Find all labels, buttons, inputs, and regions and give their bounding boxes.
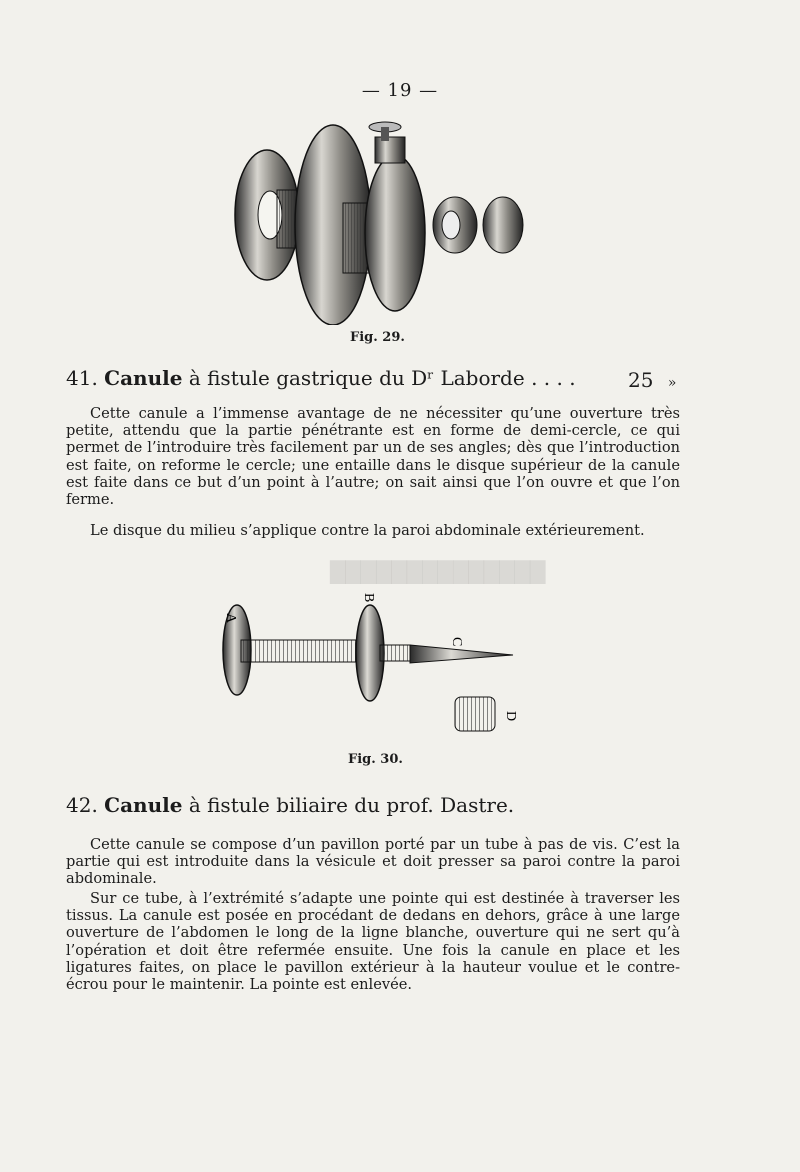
entry-41-paragraph-1: Cette canule a l’immense avantage de ne nécessiter qu’une ouverture très petite, attendu que la partie pénétrante est en forme de demi-cercle, ce qui permet de l’introduire très facilement par un de ses angles; dès que l’introduction est faite, on reforme le cercle; une entaille dans le disque supérieur de la canule est faite dans ce but d’un point à l’autre; on sait ainsi que l’on ouvre et que l’on ferme.: [66, 405, 680, 509]
entry-41-paragraph-2: Le disque du milieu s’applique contre la paroi abdominale extérieurement.: [90, 522, 645, 539]
bleed-through-shadow: ██████████████: [330, 560, 546, 584]
figure-30-label-b: B: [361, 593, 376, 603]
figure-29-caption: Fig. 29.: [350, 330, 405, 345]
entry-42-name: Canule: [104, 793, 183, 817]
page-number: — 19 —: [361, 80, 439, 101]
entry-41-price: 25: [628, 368, 654, 392]
entry-42-title-rest: à fistule biliaire du prof. Dastre.: [188, 793, 515, 817]
entry-41-title-rest: à fistule gastrique du Dʳ Laborde: [188, 366, 525, 390]
entry-41-number: 41.: [66, 366, 98, 390]
figure-30-biliary-cannula-illustration: [215, 585, 525, 745]
figure-30-caption: Fig. 30.: [348, 752, 403, 767]
figure-30-label-a: A: [223, 613, 238, 624]
entry-42-number: 42.: [66, 793, 98, 817]
entry-41-leader: . . . .: [531, 366, 576, 390]
entry-41-price-block: [628, 368, 676, 392]
entry-41-title: [66, 366, 576, 390]
entry-42-title: [66, 793, 514, 817]
figure-30-label-d: D: [503, 711, 518, 722]
figure-30-label-c: C: [449, 637, 464, 647]
entry-41-price-mark: »: [667, 375, 677, 391]
entry-42-paragraph-1: Cette canule se compose d’un pavillon porté par un tube à pas de vis. C’est la partie qui est introduite dans la vésicule et doit presser sa paroi contre la paroi abdominale.: [66, 836, 680, 888]
entry-41-name: Canule: [104, 366, 183, 390]
figure-29-gastric-cannula-illustration: [225, 115, 535, 325]
entry-42-paragraph-2: Sur ce tube, à l’extrémité s’adapte une pointe qui est destinée à traverser les tissus. La canule est posée en procédant de dedans en dehors, grâce à une large ouverture de l’abdomen le long de la ligne blanche, ouverture qui ne sert qu’à l’opération et doit être refermée ensuite. Une fois la canule en place et les ligatures faites, on place le pavillon extérieur à la hauteur voulue et le contre-écrou pour le maintenir. La pointe est enlevée.: [66, 890, 680, 994]
